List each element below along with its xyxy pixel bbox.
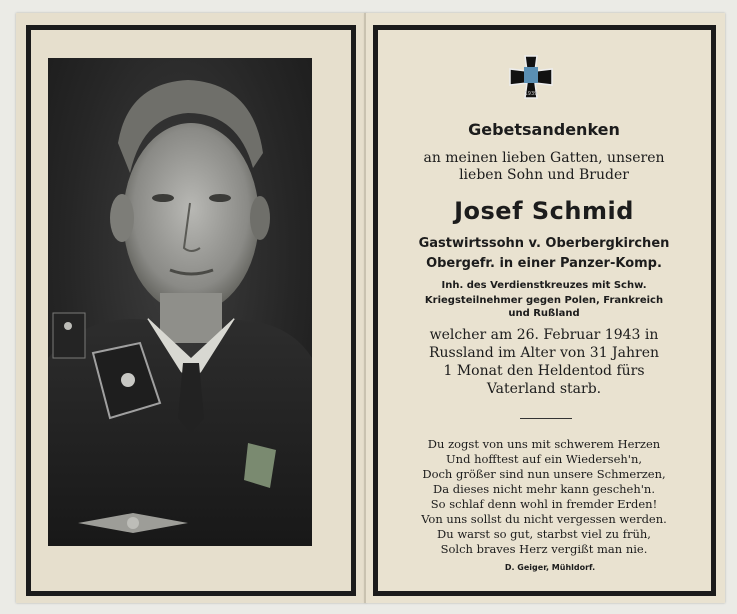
- poem-line-7: Du warst so gut, starbst viel zu früh,: [437, 527, 651, 541]
- poem-line-3: Doch größer sind nun unsere Schmerzen,: [422, 467, 666, 481]
- poem-line-4: Da dieses nicht mehr kann gescheh'n.: [433, 482, 655, 496]
- poem-line-8: Solch braves Herz vergißt man nie.: [440, 542, 648, 556]
- divider-line: [520, 418, 572, 419]
- honors-line-2: Kriegsteilnehmer gegen Polen, Frankreich: [424, 295, 664, 306]
- death-line-2: Russland im Alter von 31 Jahren: [428, 345, 660, 361]
- iron-cross-icon: [508, 54, 554, 100]
- intro-line-2: lieben Sohn und Bruder: [459, 167, 629, 183]
- cross-year: 1939: [524, 91, 538, 97]
- poem-line-2: Und hofftest auf ein Wiederseh'n,: [445, 452, 643, 466]
- poem-line-5: So schlaf denn wohl in fremder Erden!: [430, 497, 658, 511]
- card-heading: Gebetsandenken: [468, 120, 620, 139]
- title-line-1: Gastwirtssohn v. Oberbergkirchen: [418, 236, 670, 251]
- poem-line-6: Von uns sollst du nicht vergessen werden.: [421, 512, 667, 526]
- honors-line-3: und Rußland: [508, 308, 580, 319]
- poem-line-1: Du zogst von uns mit schwerem Herzen: [427, 437, 661, 451]
- death-line-1: welcher am 26. Februar 1943 in: [429, 327, 659, 343]
- card-fold: [364, 13, 366, 603]
- death-line-4: Vaterland starb.: [486, 381, 602, 397]
- death-line-3: 1 Monat den Heldentod fürs: [443, 363, 645, 379]
- intro-line-1: an meinen lieben Gatten, unseren: [423, 150, 665, 166]
- title-line-2: Obergefr. in einer Panzer-Komp.: [426, 256, 662, 271]
- printer-credit: D. Geiger, Mühldorf.: [504, 563, 596, 572]
- portrait-photo: [48, 58, 312, 546]
- honors-line-1: Inh. des Verdienstkreuzes mit Schw.: [441, 280, 647, 291]
- deceased-name: Josef Schmid: [454, 197, 634, 225]
